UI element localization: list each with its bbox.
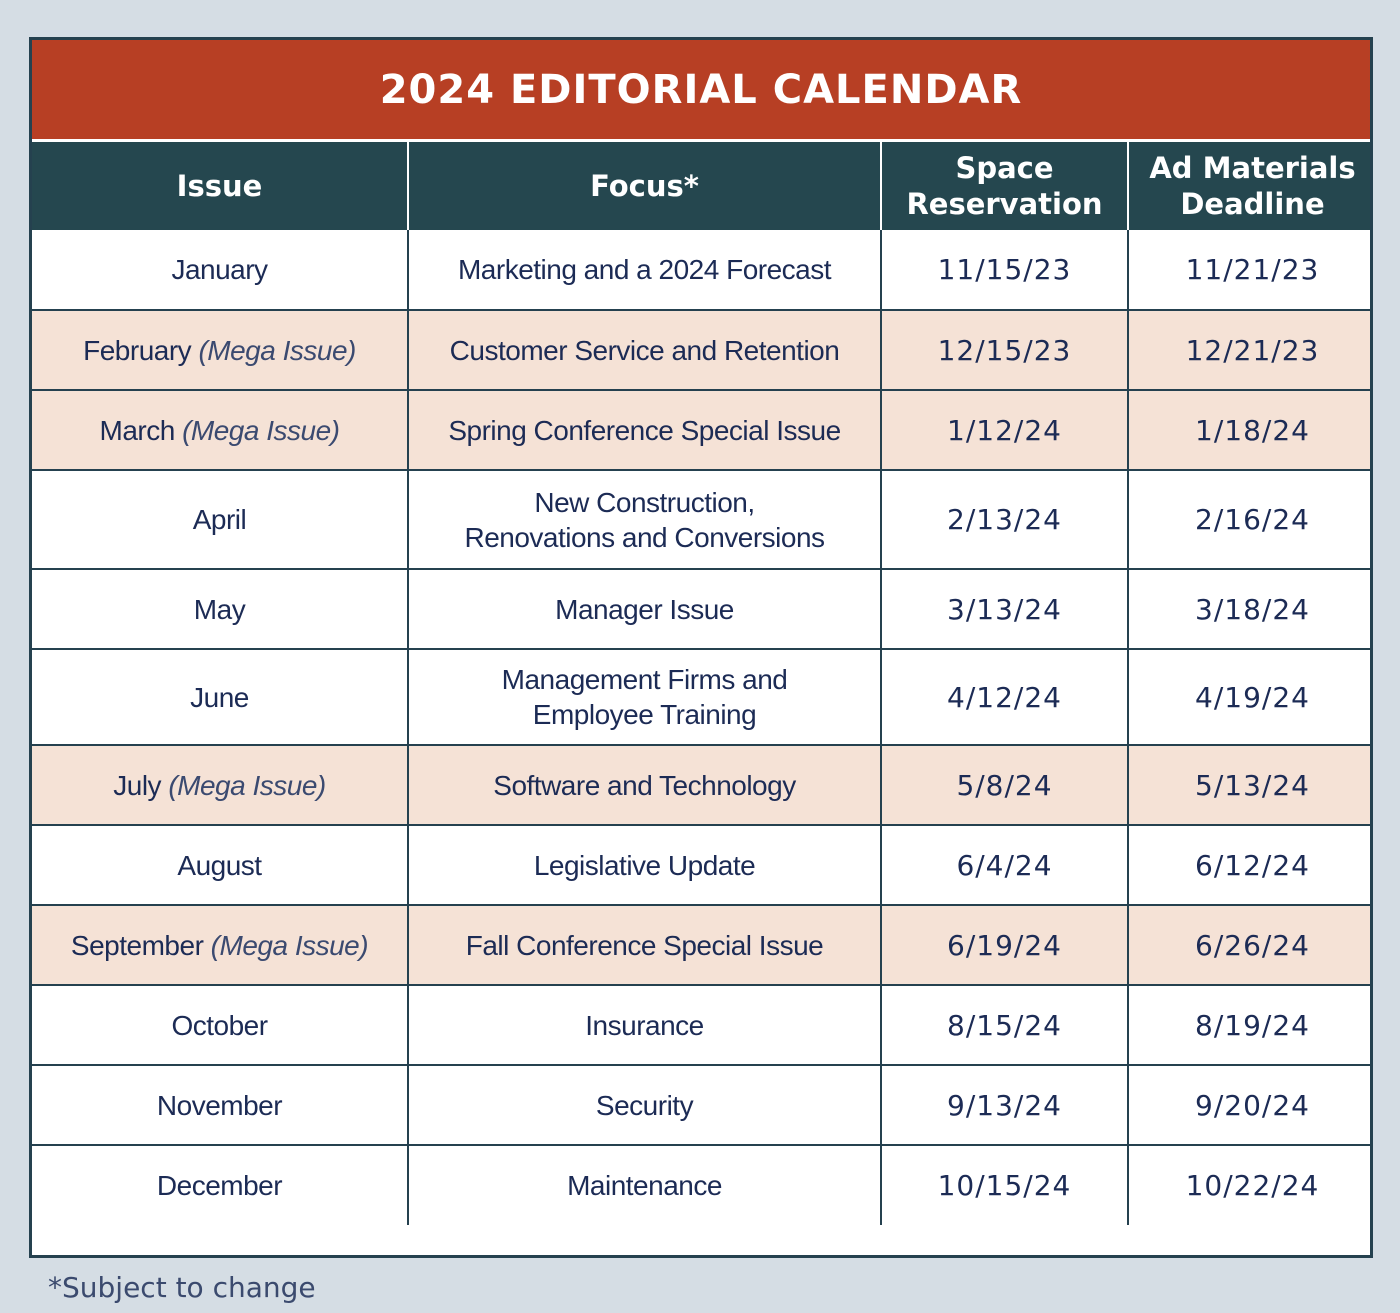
table-row [32, 985, 1373, 1065]
issue-month: August [177, 849, 262, 881]
issue-month: March [99, 414, 175, 446]
issue-month: May [193, 593, 246, 625]
focus-cell [408, 230, 881, 310]
column-header-ad-materials-deadline: Ad Materials Deadline [1128, 142, 1373, 230]
issue-month: July [113, 769, 162, 801]
issue-cell [32, 470, 408, 569]
issue-month: February [83, 334, 192, 366]
issue-cell [32, 1065, 408, 1145]
space-reservation-cell: 2/13/24 [881, 470, 1128, 569]
focus-cell [408, 310, 881, 390]
column-header-issue: Issue [32, 142, 408, 230]
focus-text: Management Firms and [501, 664, 788, 695]
focus-cell [408, 825, 881, 905]
table-row [32, 825, 1373, 905]
focus-text: Maintenance [567, 1170, 722, 1201]
ad-materials-deadline-cell: 6/12/24 [1128, 825, 1373, 905]
issue-month: September [70, 929, 204, 961]
focus-text: Security [595, 1089, 694, 1121]
ad-materials-deadline-cell: 4/19/24 [1128, 649, 1373, 745]
ad-materials-deadline-cell: 12/21/23 [1128, 310, 1373, 390]
space-reservation-cell: 4/12/24 [881, 649, 1128, 745]
table-row [32, 310, 1373, 390]
issue-month: June [190, 681, 249, 713]
ad-materials-deadline-cell: 2/16/24 [1128, 470, 1373, 569]
focus-cell [408, 569, 881, 649]
table-row [32, 1145, 1373, 1225]
focus-text: Spring Conference Special Issue [448, 414, 841, 446]
footnote: *Subject to change [48, 1271, 316, 1304]
editorial-calendar-card [29, 37, 1373, 1258]
table-row [32, 745, 1373, 825]
mega-issue-note: (Mega Issue) [168, 769, 326, 801]
focus-cell [408, 649, 881, 745]
focus-text: Fall Conference Special Issue [465, 929, 824, 961]
focus-text: Manager Issue [555, 593, 734, 625]
issue-cell [32, 310, 408, 390]
table-header [32, 142, 1373, 230]
ad-materials-deadline-cell: 3/18/24 [1128, 569, 1373, 649]
table-row [32, 390, 1373, 470]
focus-text: Renovations and Conversions [464, 521, 825, 553]
space-reservation-cell: 3/13/24 [881, 569, 1128, 649]
mega-issue-note: (Mega Issue) [210, 929, 369, 961]
focus-text: Legislative Update [533, 849, 756, 881]
issue-cell [32, 569, 408, 649]
table-row [32, 230, 1373, 310]
focus-cell [408, 745, 881, 825]
focus-text: Employee Training [532, 699, 757, 730]
table-row [32, 1065, 1373, 1145]
issue-cell [32, 825, 408, 905]
space-reservation-cell: 6/4/24 [881, 825, 1128, 905]
ad-materials-deadline-cell: 6/26/24 [1128, 905, 1373, 985]
space-reservation-cell: 12/15/23 [881, 310, 1128, 390]
space-reservation-cell: 11/15/23 [881, 230, 1128, 310]
issue-cell [32, 649, 408, 745]
issue-cell [32, 905, 408, 985]
ad-materials-deadline-cell: 9/20/24 [1128, 1065, 1373, 1145]
focus-cell [408, 985, 881, 1065]
focus-cell [408, 905, 881, 985]
space-reservation-cell: 10/15/24 [881, 1145, 1128, 1225]
issue-cell [32, 985, 408, 1065]
focus-cell [408, 470, 881, 569]
issue-month: April [192, 504, 247, 535]
table-row [32, 569, 1373, 649]
column-header-focus: Focus* [408, 142, 881, 230]
focus-cell [408, 1065, 881, 1145]
table-row [32, 470, 1373, 569]
focus-text: Customer Service and Retention [449, 334, 840, 366]
editorial-calendar-table [32, 142, 1373, 1225]
ad-materials-deadline-cell: 11/21/23 [1128, 230, 1373, 310]
issue-cell [32, 1145, 408, 1225]
ad-materials-deadline-cell: 8/19/24 [1128, 985, 1373, 1065]
table-row [32, 905, 1373, 985]
focus-cell [408, 1145, 881, 1225]
header-row [32, 142, 1373, 230]
issue-cell [32, 230, 408, 310]
focus-text: New Construction, [534, 486, 755, 518]
space-reservation-cell: 5/8/24 [881, 745, 1128, 825]
space-reservation-cell: 8/15/24 [881, 985, 1128, 1065]
ad-materials-deadline-cell: 5/13/24 [1128, 745, 1373, 825]
table-row [32, 649, 1373, 745]
space-reservation-cell: 9/13/24 [881, 1065, 1128, 1145]
table-body [32, 230, 1373, 1225]
issue-month: October [171, 1009, 268, 1041]
focus-text: Software and Technology [493, 769, 796, 801]
issue-cell [32, 745, 408, 825]
issue-month: November [156, 1089, 283, 1121]
focus-text: Insurance [585, 1009, 704, 1041]
calendar-title: 2024 EDITORIAL CALENDAR [32, 40, 1370, 142]
ad-materials-deadline-cell: 1/18/24 [1128, 390, 1373, 470]
focus-text: Marketing and a 2024 Forecast [457, 254, 832, 285]
space-reservation-cell: 1/12/24 [881, 390, 1128, 470]
space-reservation-cell: 6/19/24 [881, 905, 1128, 985]
focus-cell [408, 390, 881, 470]
mega-issue-note: (Mega Issue) [198, 334, 356, 366]
issue-cell [32, 390, 408, 470]
issue-month: December [156, 1170, 283, 1201]
ad-materials-deadline-cell: 10/22/24 [1128, 1145, 1373, 1225]
column-header-space-reservation: Space Reservation [881, 142, 1128, 230]
mega-issue-note: (Mega Issue) [182, 414, 340, 446]
issue-month: January [171, 254, 268, 285]
